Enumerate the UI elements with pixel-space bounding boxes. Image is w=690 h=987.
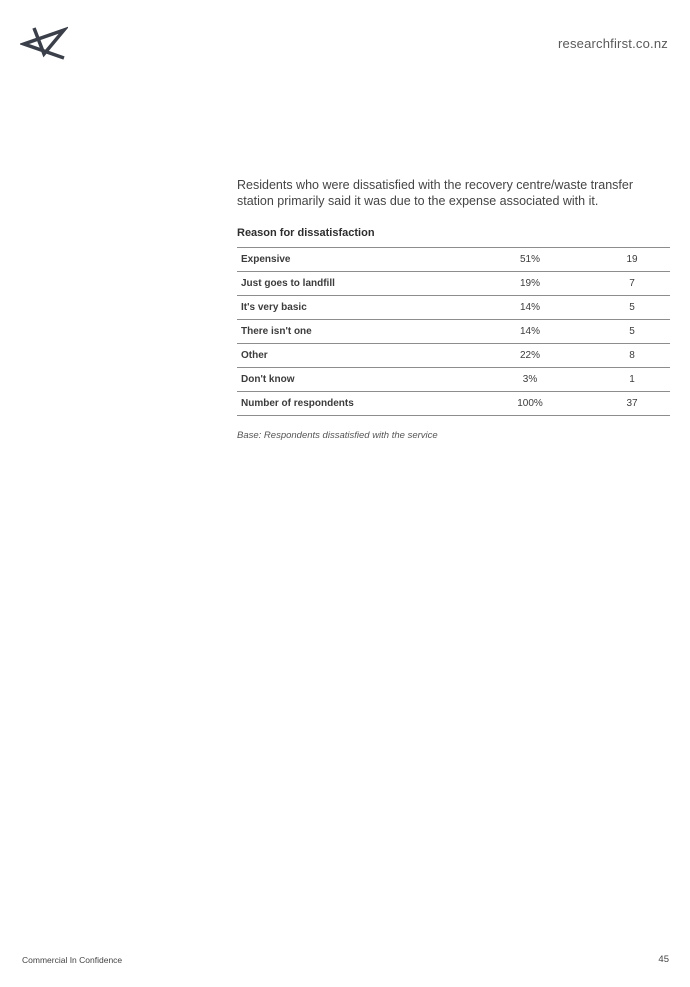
row-count: 19 xyxy=(564,248,670,272)
row-percent: 14% xyxy=(496,320,564,344)
row-label: It's very basic xyxy=(237,296,496,320)
row-percent: 51% xyxy=(496,248,564,272)
row-count: 7 xyxy=(564,272,670,296)
confidentiality-note: Commercial In Confidence xyxy=(22,955,123,965)
table-row xyxy=(237,344,670,368)
row-count: 5 xyxy=(564,320,670,344)
row-count: 37 xyxy=(564,392,670,416)
row-label: Number of respondents xyxy=(237,392,496,416)
row-percent: 100% xyxy=(496,392,564,416)
row-label: Just goes to landfill xyxy=(237,272,496,296)
base-note: Base: Respondents dissatisfied with the service xyxy=(237,430,438,441)
table-heading: Reason for dissatisfaction xyxy=(237,227,375,239)
row-count: 8 xyxy=(564,344,670,368)
row-percent: 3% xyxy=(496,368,564,392)
website-url: researchfirst.co.nz xyxy=(557,36,668,51)
table-row-total xyxy=(237,392,670,416)
row-label: Other xyxy=(237,344,496,368)
row-percent: 19% xyxy=(496,272,564,296)
row-percent: 22% xyxy=(496,344,564,368)
dissatisfaction-table xyxy=(237,247,670,416)
table-row xyxy=(237,368,670,392)
table-row xyxy=(237,320,670,344)
page-number: 45 xyxy=(658,954,669,965)
table-row xyxy=(237,248,670,272)
table-row xyxy=(237,272,670,296)
row-label: Expensive xyxy=(237,248,496,272)
row-label: There isn't one xyxy=(237,320,496,344)
row-percent: 14% xyxy=(496,296,564,320)
row-label: Don't know xyxy=(237,368,496,392)
intro-text: Residents who were dissatisfied with the recovery centre/waste transfer station primarily said it was due to the expense associated with it. xyxy=(237,178,634,208)
row-count: 5 xyxy=(564,296,670,320)
row-count: 1 xyxy=(564,368,670,392)
research-first-logo-icon xyxy=(20,24,68,64)
table-row xyxy=(237,296,670,320)
